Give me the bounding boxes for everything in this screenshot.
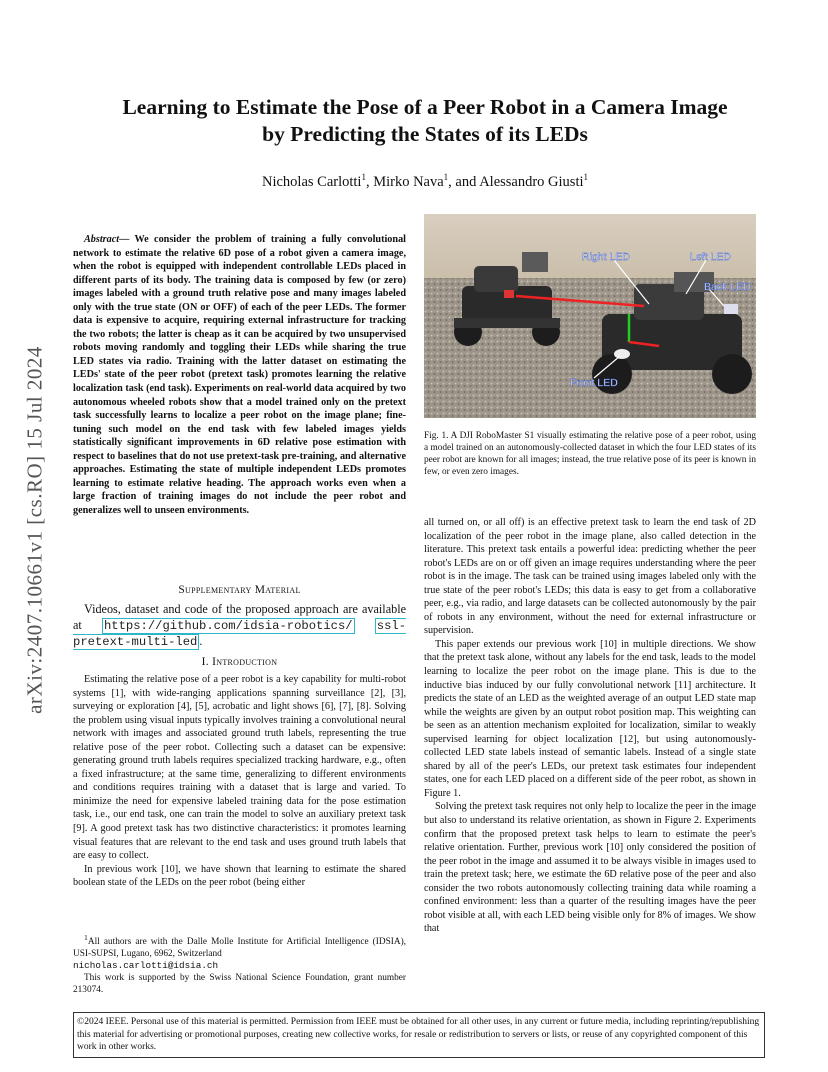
abstract-label: Abstract (84, 234, 120, 245)
right-paragraph-2: This paper extends our previous work [10] in multiple directions. We show that the pretext task alone, without any labels for the end task, leads to the model learning to localize the peer robot on the image plane. This is due to the inductive bias induced by our fully convolutional network [11] architecture. It predicts the state of an LED as the weighted average of an output LED state map while the weights are given by an output robot position map. This weighting can be seen as an attention mechanism exploited for localization, similar to weakly supervised learning for object localization [12], but using autonomously-collected LED state labels instead of semantic labels. Instead of a single state shared by all of the peer's LEDs, our pretext task estimates four independent states, one for each LED placed on a different side of the peer robot, as shown in Figure 1. (424, 638, 756, 799)
intro-heading: I. Introduction (201, 656, 278, 668)
supp-text: Videos, dataset and code of the proposed approach are available at (73, 602, 406, 632)
author-1: Nicholas Carlotti (261, 173, 362, 190)
abstract-text: — We consider the problem of training a fully convolutional network to estimate the relative 6D pose of a robot given a camera image, when the robot is equipped with independent controllable LEDs placed in different parts of its body. The training data is composed by few (or zero) images labeled with a ground truth relative pose and many images labeled only with the true state (ON or OFF) of each of the peer LEDs. The former data is expensive to acquire, requiring external infrastructure for tracking the two robots; the latter is cheap as it can be acquired by two unsupervised robots moving randomly and toggling their LEDs while sharing the true LED states via radio. Training with the latter dataset on estimating the LEDs' state of the peer robot (pretext task) promotes learning the relative localization task (end task). Experiments on real-world data acquired by two autonomous wheeled robots show that a model trained only on the pretext task successfully learns to localize a peer robot on the image plane; fine-tuning such model on the end task with few labeled images yields statistically significant improvements in 6D relative pose estimation with respect to baselines that do not use pretext-task pre-training, and alternative approaches. Estimating the state of multiple independent LEDs promotes learning to estimate relative heading. The approach works even when a large fraction of training images do not include the peer robot and generalizes well to unseen environments. (73, 234, 406, 516)
repo-link-continued[interactable]: ssl-pretext-multi-led (73, 618, 407, 649)
right-paragraph-3: Solving the pretext task requires not only help to localize the peer in the image but also to understand its relative orientation, as shown in Figure 2. Experiments confirm that the proposed pretext task helps to learn to estimate the peer's relative orientation. Further, previous work [10] only considered the position of the peer robot in the image and assumed it to be always visible in images used to train the pretext task; here, we estimate the 6D relative pose of the peer and also consider the two robots autonomously collecting training data while roaming a confined environment: less than a quarter of the resulting images have the peer robot visible at all, with each LED being visible only for 8% of images. We show that (424, 801, 756, 935)
intro-paragraph-1: Estimating the relative pose of a peer robot is a key capability for multi-robot systems [1], with wide-ranging applications spanning surveillance [2], [3], surveying or exploration [4], [5], acrobatic and light shows [6], [7], [8]. Solving the problem using visual inputs typically involves training a convolutional neural network with images and associated ground truth labels, representing the true relative pose of the peer robot. Collecting such a dataset can be expensive: generating ground truth labels requires specialized tracking hardware, e.g., often a fixed infrastructure; at the same time, generalizing to different environments and conditions requires training with a dataset that is large and varied. To minimize the need for expensive labeled training data for the pose estimation task, i.e., our end task, one can train the model to solve an auxiliary pretext task [9]. A good pretext task has two distinctive characteristics: it promotes learning visual features that are relevant to the end task and uses ground truth labels that are easy to collect. (73, 674, 406, 862)
label-left-led: Left LED (690, 251, 731, 263)
footnote-email: nicholas.carlotti@idsia.ch (73, 960, 219, 972)
author-list: Nicholas Carlotti$^1$, Mirko Nava$^1$, and Alessandro Giusti$^1$ (261, 172, 588, 190)
abstract (73, 233, 406, 517)
figure-1-photo (424, 214, 756, 418)
footnote-affiliation: All authors are with the Dalle Molle Institute for Artificial Intelligence (IDSIA), USI-SUPSI, Lugano, 6962, Switzerland (73, 937, 406, 960)
label-back-led: Back LED (704, 281, 751, 293)
supp-text-block: Videos, dataset and code of the proposed approach are available at https://github.com/idsia-robotics/ ssl-pretext-multi-led . (73, 602, 407, 649)
footnote-funding: This work is supported by the Swiss National Science Foundation, grant number 213074. (73, 973, 406, 996)
right-column-body (424, 516, 756, 936)
figure-1-caption: Fig. 1. A DJI RoboMaster S1 visually estimating the relative pose of a peer robot, using a model trained on an autonomously-collected dataset in which the four LED states of its peer robot are known for all images; instead, the true relative pose of its peer is known in few, or even zero images. (424, 431, 756, 477)
right-paragraph-1: all turned on, or all off) is an effective pretext task to learn the end task of 2D localization of the peer robot in the image plane, also called detection in the literature. This pretext task entails a powerful idea: predicting whether the peer robot's LEDs are on or off given an image requires understanding where the peer robot is in the image. The task can be trained using images labeled only with the true state of the peer robot's LEDs; this data is easy to get from a collaborative peer, e.g., via radio, and large datasets can be collected autonomously by the pair of robots in any environment, without the need for external infrastructure or supervision. (424, 517, 756, 637)
copyright-notice: ©2024 IEEE. Personal use of this material is permitted. Permission from IEEE must be obtained for all other uses, in any current or future media, including reprinting/republishing this material for advertising or promotional purposes, creating new collective works, for resale or redistribution to servers or lists, or reuse of any copyrighted component of this work in other works. (73, 1012, 765, 1058)
repo-link[interactable]: https://github.com/idsia-robotics/ (103, 618, 353, 633)
footnotes: $^1$All authors are with the Dalle Molle Institute for Artificial Intelligence (IDSIA), USI-SUPSI, Lugano, 6962, Switzerland nicholas.carlotti@idsia.ch This work is supported by the Swiss National Science Foundation, grant number 213074. (73, 933, 406, 996)
intro-body (73, 673, 406, 890)
robots-photo (424, 214, 756, 418)
arxiv-sidebar (20, 290, 50, 770)
supp-heading: Supplementary Material (178, 584, 301, 596)
paper-title (70, 94, 780, 148)
author-3: Alessandro Giusti (479, 173, 584, 190)
label-front-led: Front LED (570, 377, 618, 389)
author-2: Mirko Nava (373, 173, 444, 190)
arxiv-id: arXiv:2407.10661v1 [cs.RO] 15 Jul 2024 (22, 346, 47, 714)
title-line-1: Learning to Estimate the Pose of a Peer Robot in a Camera Image (122, 95, 728, 119)
label-right-led: Right LED (582, 251, 630, 263)
intro-paragraph-2: In previous work [10], we have shown that learning to estimate the shared boolean state of the LEDs on the peer robot (being either (73, 863, 406, 889)
title-line-2: by Predicting the States of its LEDs (262, 122, 588, 146)
